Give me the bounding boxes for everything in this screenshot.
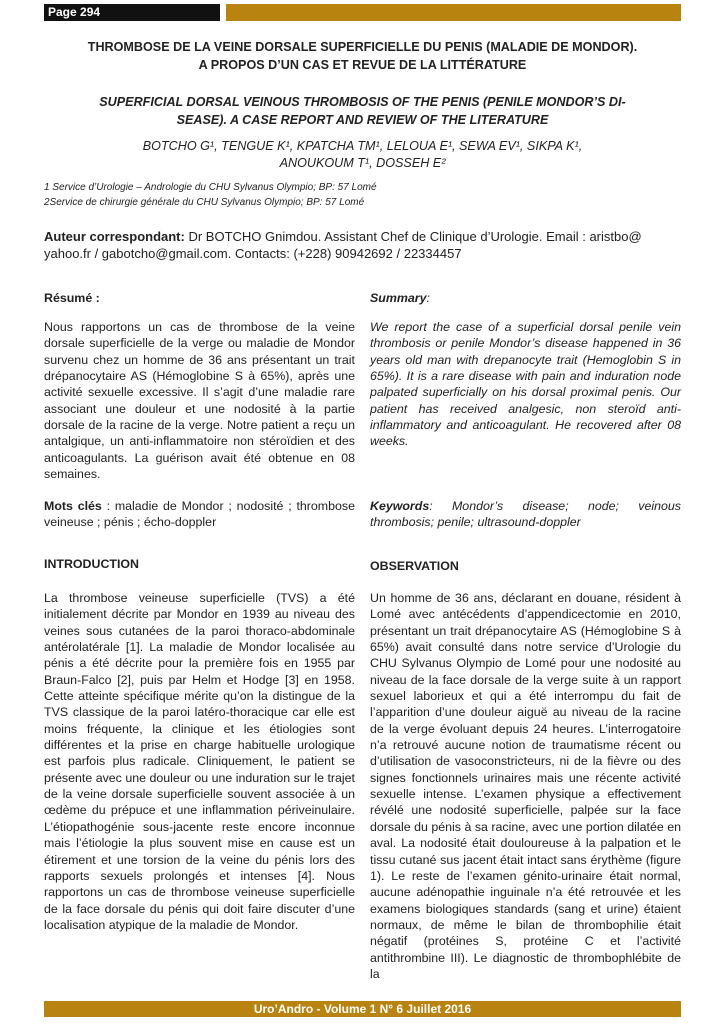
summary-text: We report the case of a superficial dorsal penile vein thrombosis or penile Mondor’s disease happened in 36 years old man with drepanocyte trait (Hemoglobin S in 65%). It is a rare disease with pain and induration node palpated superficially on his dorsal proximal penis. Our patient has received analgesic, non steroïd anti-inflammatory and anticoagulant. He recovered after 08 weeks. [370,320,681,449]
observation-text: Un homme de 36 ans, déclarant en douane, résident à Lomé avec antécédents d’appendicectomie en 2010, présentant un trait drépanocytaire AS (Hémoglobine S à 65%) avait consulté dans notre service d’Urologie du CHU Sylvanus Olympio de Lomé pour une nodosité au niveau de la face dorsale de la verge suite à un rapport sexuel laborieux et qui a été interrompu du fait de l’apparition d’une douleur aiguë au niveau de la racine de la verge évoluant depuis 24 heures. L’interrogatoire n’a retrouvé aucune notion de traumatisme récent ou d’utilisation de vasoconstricteurs, ni de la fièvre ou des signes fonctionnels urinaires mais une récente activité sexuelle intense. L’examen physique a effectivement révélé une nodosité superficielle, palpée sur la face dorsale du pénis à sa racine, avec une portion dilatée en aval. La nodosité était douloureuse à la palpation et le tissu cutané sus jacent était intact sans érythème (figure 1). Le reste de l’examen génito-urinaire était normal, aucune adénopathie inguinale n’a été retrouvée et les examens biologiques standards (sang et urine) étaient normaux, de même le bilan de thrombophilie était négatif (protéines S, protéine C et l’activité antithrombine III). Le diagnostic de thrombophlébite de la [370,591,681,981]
corresponding-text: Dr BOTCHO Gnimdou. Assistant Chef de Clinique d’Urologie. Email : aristbo@ yahoo.fr / gabotcho@gmail.com. Contacts: (+228) 90942692 / 22334457 [44,229,642,261]
corresponding-author [44,228,684,262]
resume-heading: Résumé : [44,291,100,305]
authors-line: BOTCHO G¹, TENGUE K¹, KPATCHA TM¹, LELOUA E¹, SEWA EV¹, SIKPA K¹, [142,139,583,153]
page-number-bar: Page 294 [44,4,220,21]
summary-label: Summary [370,291,427,305]
authors [44,138,681,172]
title-en-line: SEASE). A CASE REPORT AND REVIEW OF THE LITERATURE [176,113,549,127]
introduction-text: La thrombose veineuse superficielle (TVS) a été initialement décrite par Mondor en 1939 au niveau des veines sous cutanées de la paroi thoraco-abdominale antérolatérale [1]. La maladie de Mondor localisée au pénis a été décrite pour la première fois en 1955 par Braun-Falco [2], puis par Helm et Hodge [3] en 1958. Cette atteinte spécifique mérite qu’on la distingue de la TVS classique de la paroi latéro-thoracique car elle est moins fréquente, la clinique et les étiologies sont différentes et la prise en charge habituelle urologique est parfois plus radicale. Cliniquement, le patient se présente avec une douleur ou une induration sur le trajet de la veine dorsale superficielle souvent associée à un œdème du prépuce et une inflammation périveinulaire. L’étiopathogénie sous-jacente reste encore inconnue mais l’étiologie la plus souvent mise en cause est un étirement et une torsion de la veine du pénis lors des rapports sexuels prolongés et intenses [4]. Nous rapportons un cas de thrombose veineuse superficielle de la face dorsale du pénis qui doit faire discuter d’une localisation atypique de la maladie de Mondor. [44,591,355,932]
authors-line: ANOUKOUM T¹, DOSSEH E² [279,156,446,170]
title-fr-line: THROMBOSE DE LA VEINE DORSALE SUPERFICIELLE DU PENIS (MALADIE DE MONDOR). [87,40,638,54]
title-en [44,93,681,129]
keywords-text: : maladie de Mondor ; nodosité ; thrombose veineuse ; pénis ; écho-doppler [44,499,355,530]
resume-text: Nous rapportons un cas de thrombose de la veine dorsale superficielle de la verge ou maladie de Mondor survenu chez un homme de 36 ans présentant un trait drépanocytaire AS (Hémoglobine S à 65%), après une activité sexuelle excessive. Il s’agit d’une maladie rare associant une douleur et une nodosité à la partie dorsale de la racine de la verge. Notre patient a reçu un antalgique, un anti-inflammatoire non stéroïdien et des anticoagulants. La guérison avait été obtenue en 08 semaines. [44,320,355,482]
affiliation: 1 Service d’Urologie – Andrologie du CHU Sylvanus Olympio; BP: 57 Lomé [44,182,377,193]
corresponding-label: Auteur correspondant: [44,229,185,244]
keywords-text: : Mondor’s disease; node; veinous thrombosis; penile; ultrasound-doppler [370,499,681,530]
affiliation: 2Service de chirurgie générale du CHU Sylvanus Olympio; BP: 57 Lomé [44,197,365,208]
keywords [370,498,681,531]
title-fr-line: A PROPOS D’UN CAS ET REVUE DE LA LITTÉRATURE [198,58,527,72]
summary-heading: Summary: [370,291,430,305]
affiliations [44,180,681,210]
mots-cles [44,498,355,531]
header-gold-bar [226,4,681,21]
observation-heading: OBSERVATION [370,559,459,573]
keywords-label: Keywords [370,499,430,513]
title-en-line: SUPERFICIAL DORSAL VEINOUS THROMBOSIS OF THE PENIS (PENILE MONDOR’S DI- [99,95,626,109]
introduction-heading: INTRODUCTION [44,557,139,571]
journal-footer: Uro’Andro - Volume 1 N° 6 Juillet 2016 [44,1001,681,1017]
title-fr [44,38,681,74]
keywords-label: Mots clés [44,499,102,513]
